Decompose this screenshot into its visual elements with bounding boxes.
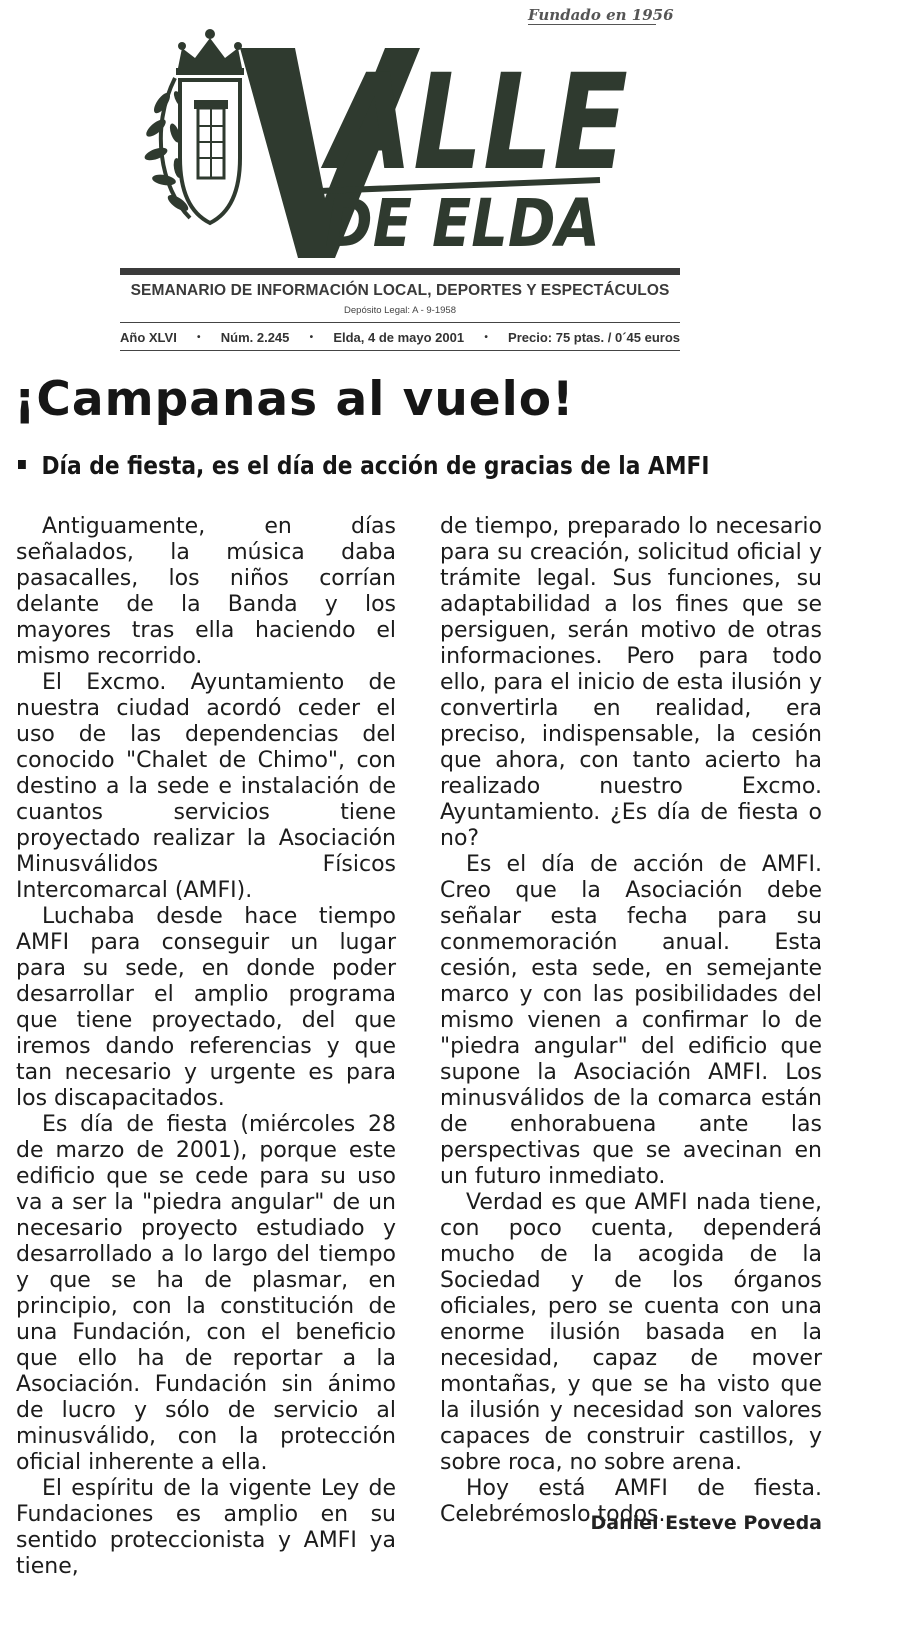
- issue-date: Elda, 4 de mayo 2001: [333, 330, 465, 345]
- bullet-icon: [18, 460, 26, 469]
- founded-line: Fundado en 1956: [528, 6, 674, 24]
- masthead: [120, 0, 690, 370]
- crown-icon: [176, 29, 244, 75]
- issue-price: Precio: 75 ptas. / 0´45 euros: [508, 330, 680, 345]
- paragraph: Luchaba desde hace tiempo AMFI para conseguir un lugar para su sede, en donde poder desarrollar el amplio programa que tiene proyectado, del que iremos dando referencias y que tan necesario y urgente es para los discapacitados.: [16, 904, 396, 1111]
- masthead-thick-rule: [120, 268, 680, 275]
- shield-tower-icon: [180, 80, 240, 223]
- separator-dot: •: [309, 332, 314, 343]
- paragraph: El espíritu de la vigente Ley de Fundaciones es amplio en su sentido proteccionista y AMFI ya tiene,: [16, 1476, 396, 1579]
- issue-year: Año XLVI: [120, 330, 177, 345]
- paragraph: Antiguamente, en días señalados, la música daba pasacalles, los niños corrían delante de la Banda y los mayores tras ella haciendo el mismo recorrido.: [16, 514, 396, 669]
- legal-deposit: Depósito Legal: A - 9-1958: [344, 305, 456, 316]
- issue-info-bar: [120, 330, 680, 345]
- article-headline: ¡Campanas al vuelo!: [14, 372, 575, 427]
- paragraph: Verdad es que AMFI nada tiene, con poco cuenta, dependerá mucho de la acogida de la Sociedad y de los órganos oficiales, pero se cuenta con una enorme ilusión basada en la necesidad, capaz de mover montañas, y que se ha visto que la ilusión y necesidad son valores capaces de construir castillos, y sobre roca, no sobre arena.: [440, 1190, 822, 1475]
- kicker-text: Día de fiesta, es el día de acción de gracias de la AMFI: [41, 451, 710, 480]
- separator-dot: •: [484, 332, 488, 343]
- article-byline: Daniel Esteve Poveda: [590, 1512, 822, 1534]
- masthead-rule: [120, 322, 680, 323]
- paragraph: El Excmo. Ayuntamiento de nuestra ciudad acordó ceder el uso de las dependencias del conocido "Chalet de Chimo", con destino a la sede e instalación de cuantos servicios tiene proyectado realizar la Asociación Minusválidos Físicos Intercomarcal (AMFI).: [16, 670, 396, 903]
- paragraph: Es día de fiesta (miércoles 28 de marzo de 2001), porque este edificio que se cede para su uso va a ser la "piedra angular" de un necesario proyecto estudiado y desarrollado a lo largo del tiempo y que se ha de plasmar, en principio, con la constitución de una Fundación, con el beneficio que ello ha de reportar a la Asociación. Fundación sin ánimo de lucro y sólo de servicio al minusválido, con la protección oficial inherente a ella.: [16, 1112, 396, 1475]
- masthead-subtitle: SEMANARIO DE INFORMACIÓN LOCAL, DEPORTES Y ESPECTÁCULOS: [130, 282, 670, 299]
- logo-word-de-elda: DE ELDA: [325, 185, 600, 262]
- separator-dot: •: [197, 332, 201, 343]
- valle-de-elda-logo: [120, 8, 640, 263]
- paragraph: Hoy está AMFI de fiesta. Celebrémoslo todos.: [440, 1476, 822, 1527]
- paragraph-continuation: de tiempo, preparado lo necesario para su creación, solicitud oficial y trámite legal. Sus funciones, su adaptabilidad a los fines que se persiguen, serán motivo de otras informaciones. Pero para todo ello, para el inicio de esta ilusión y convertirla en realidad, era preciso, indispensable, la cesión que ahora, con tanto acierto ha realizado nuestro Excmo. Ayuntamiento. ¿Es día de fiesta o no?: [440, 514, 822, 851]
- logo-word-alle: ALLE: [320, 46, 628, 200]
- article-column-left: [16, 514, 396, 1580]
- article-kicker: [18, 451, 709, 480]
- issue-number: Núm. 2.245: [220, 330, 290, 345]
- article-column-right: [440, 514, 822, 1528]
- paragraph: Es el día de acción de AMFI. Creo que la Asociación debe señalar esta fecha para su conmemoración anual. Esta cesión, esta sede, en semejante marco y con las posibilidades del mismo vienen a confirmar lo de "piedra angular" del edificio que supone la Asociación AMFI. Los minusválidos de la comarca están de enhorabuena ante las perspectivas que se avecinan en un futuro inmediato.: [440, 852, 822, 1189]
- masthead-rule: [120, 350, 680, 351]
